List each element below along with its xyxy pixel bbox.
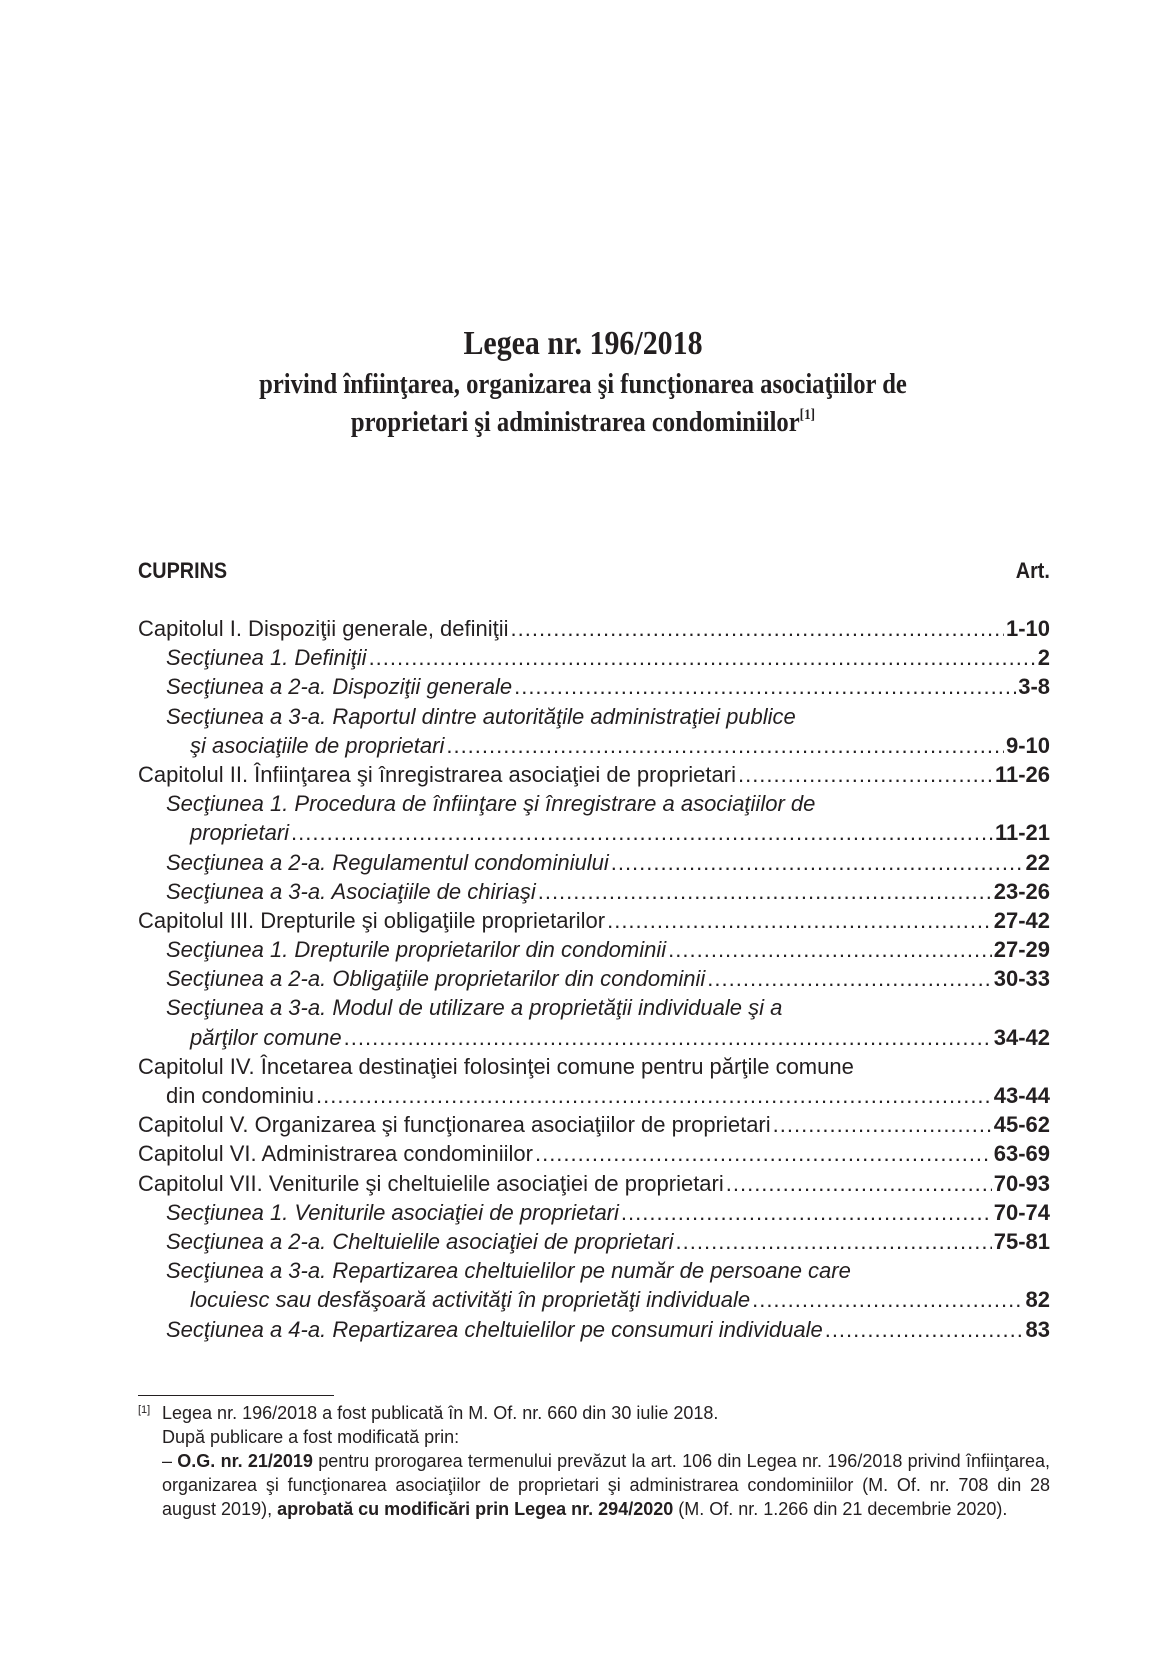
toc-entry-articles: 2 — [1037, 645, 1050, 671]
toc-entry-section[interactable] — [138, 1315, 1050, 1344]
toc-entry-section[interactable] — [138, 993, 1050, 1022]
leader-dots — [773, 1110, 992, 1139]
law-subtitle-line-2 — [70, 404, 1096, 442]
toc-entry-articles: 23-26 — [993, 878, 1050, 904]
leader-dots — [752, 1285, 1023, 1314]
toc-entry-continuation[interactable] — [138, 731, 1050, 760]
footnote-line-1 — [138, 1401, 1050, 1425]
leader-dots — [621, 1198, 992, 1227]
toc-entry-articles: 83 — [1025, 1316, 1050, 1342]
toc-entry-text: Secţiunea a 4-a. Repartizarea cheltuielilor pe consumuri individuale — [166, 1316, 823, 1342]
toc-entry-section[interactable] — [138, 877, 1050, 906]
toc-entry-text: Capitolul I. Dispoziţii generale, definiţii — [138, 616, 509, 641]
law-title-block — [0, 322, 1166, 442]
footnote-reference[interactable]: [1] — [799, 407, 816, 423]
leader-dots — [607, 906, 992, 935]
toc-entry-continuation[interactable] — [138, 1285, 1050, 1314]
toc-entry-text: Secţiunea a 2-a. Obligaţiile proprietarilor din condominii — [166, 966, 706, 992]
toc-entry-section[interactable] — [138, 1256, 1050, 1285]
toc-entry-text: Secţiunea 1. Veniturile asociaţiei de proprietari — [166, 1199, 619, 1225]
toc-entry-section[interactable] — [138, 702, 1050, 731]
leader-dots — [291, 818, 993, 847]
toc-heading: CUPRINS — [138, 558, 228, 583]
toc-entry-articles: 30-33 — [993, 966, 1050, 992]
toc-entry-continuation-text: locuiesc sau desfăşoară activităţi în proprietăţi individuale — [190, 1287, 751, 1313]
toc-entry-articles: 27-42 — [993, 907, 1050, 933]
toc-entry-text: Capitolul IV. Încetarea destinaţiei folosinţei comune pentru părţile comune — [138, 1053, 854, 1079]
toc-entry-articles: 70-93 — [993, 1170, 1050, 1196]
toc-entry-continuation-text: părţilor comune — [190, 1024, 342, 1050]
toc-entry-articles: 22 — [1025, 849, 1050, 875]
footnote-publication-text: Legea nr. 196/2018 a fost publicată în M. Of. nr. 660 din 30 iulie 2018. — [162, 1403, 719, 1423]
toc-entry-section[interactable] — [138, 848, 1050, 877]
leader-dots — [668, 935, 992, 964]
toc-entry-articles: 82 — [1025, 1287, 1050, 1313]
toc-entry-articles: 1-10 — [1005, 616, 1050, 641]
toc-entry-articles: 45-62 — [993, 1112, 1050, 1138]
toc-entry-text: Capitolul V. Organizarea şi funcţionarea asociaţiilor de proprietari — [138, 1112, 771, 1138]
toc-entry-chapter[interactable] — [138, 1052, 1050, 1081]
leader-dots — [344, 1023, 992, 1052]
toc-entry-section[interactable] — [138, 964, 1050, 993]
footnote-divider — [138, 1395, 334, 1396]
amendment-dash: – — [162, 1451, 178, 1471]
toc-entry-continuation-text: proprietari — [190, 820, 290, 846]
toc-entry-articles: 27-29 — [993, 937, 1050, 963]
toc-entry-chapter[interactable] — [138, 614, 1050, 643]
toc-column-label: Art. — [1015, 558, 1050, 583]
toc-header — [138, 556, 1050, 586]
amendment-og-reference: O.G. nr. 21/2019 — [177, 1451, 313, 1471]
toc-entry-chapter[interactable] — [138, 906, 1050, 935]
leader-dots — [611, 848, 1024, 877]
leader-dots — [446, 731, 1004, 760]
leader-dots — [707, 964, 991, 993]
toc-entry-text: Secţiunea a 3-a. Modul de utilizare a proprietăţii individuale şi a — [166, 995, 783, 1021]
toc-entry-text: Secţiunea a 2-a. Dispoziţii generale — [166, 674, 513, 700]
toc-entry-articles: 75-81 — [993, 1228, 1050, 1254]
toc-entry-text: Secţiunea a 2-a. Regulamentul condominiului — [166, 849, 609, 875]
footnote-amendment — [138, 1449, 1050, 1521]
toc-entry-text: Secţiunea 1. Definiţii — [166, 645, 367, 671]
toc-entry-chapter[interactable] — [138, 1139, 1050, 1168]
toc-entry-chapter[interactable] — [138, 1110, 1050, 1139]
toc-entry-continuation[interactable] — [138, 818, 1050, 847]
toc-entry-articles: 11-26 — [994, 761, 1050, 787]
toc-entry-text: Secţiunea 1. Drepturile proprietarilor din condominii — [166, 937, 667, 963]
amendment-approval-publication: (M. Of. nr. 1.266 din 21 decembrie 2020). — [673, 1499, 1008, 1519]
amendment-description: pentru prorogarea termenului prevăzut la art. 106 din Legea nr. 196/2018 privind înfiinţarea, organizarea şi funcţionarea asociaţiilor de proprietari şi administrarea condominiilor (M. Of. nr. 708 din 28 august 2019), — [162, 1451, 1050, 1519]
toc-entry-continuation[interactable] — [138, 1023, 1050, 1052]
toc-entry-section[interactable] — [138, 1198, 1050, 1227]
toc-entry-text: Secţiunea a 2-a. Cheltuielile asociaţiei de proprietari — [166, 1228, 674, 1254]
toc-entry-articles: 34-42 — [993, 1024, 1050, 1050]
law-subtitle-line-1: privind înfiinţarea, organizarea şi funcţionarea asociaţiilor de — [259, 369, 907, 400]
footnote — [138, 1401, 1050, 1521]
toc-entry-articles: 70-74 — [993, 1199, 1050, 1225]
toc-entry-articles: 9-10 — [1005, 732, 1050, 758]
leader-dots — [511, 614, 1004, 643]
leader-dots — [738, 760, 993, 789]
toc-entry-text: Capitolul VII. Veniturile şi cheltuielile asociaţiei de proprietari — [138, 1170, 724, 1196]
toc-entry-text: Secţiunea a 3-a. Raportul dintre autorităţile administraţiei publice — [166, 703, 796, 729]
toc-entry-articles: 3-8 — [1018, 674, 1050, 700]
footnote-line-2 — [138, 1425, 1050, 1449]
toc-entry-section[interactable] — [138, 1227, 1050, 1256]
toc-entry-text: Secţiunea a 3-a. Repartizarea cheltuielilor pe număr de persoane care — [166, 1258, 851, 1284]
footnote-amended-intro: După publicare a fost modificată prin: — [162, 1427, 460, 1447]
toc-entry-continuation-text: şi asociaţiile de proprietari — [190, 732, 445, 758]
amendment-approval-reference: aprobată cu modificări prin Legea nr. 294/2020 — [277, 1499, 674, 1519]
leader-dots — [535, 1139, 992, 1168]
law-title: Legea nr. 196/2018 — [463, 325, 703, 362]
table-of-contents — [138, 556, 1050, 1344]
toc-entry-text: Secţiunea 1. Procedura de înfiinţare şi înregistrare a asociaţiilor de — [166, 791, 816, 817]
toc-entry-articles: 11-21 — [994, 820, 1050, 846]
toc-entry-text: Capitolul VI. Administrarea condominiilor — [138, 1141, 533, 1167]
toc-entry-continuation-text: din condominiu — [166, 1083, 314, 1108]
toc-entry-text: Secţiunea a 3-a. Asociaţiile de chiriaşi — [166, 878, 536, 904]
leader-dots — [316, 1081, 992, 1110]
leader-dots — [825, 1315, 1024, 1344]
toc-entry-section[interactable] — [138, 935, 1050, 964]
toc-entry-chapter[interactable] — [138, 1169, 1050, 1198]
toc-entry-section[interactable] — [138, 789, 1050, 818]
toc-entry-articles: 63-69 — [993, 1141, 1050, 1167]
leader-dots — [369, 643, 1036, 672]
leader-dots — [676, 1227, 992, 1256]
toc-entry-articles: 43-44 — [993, 1083, 1050, 1108]
leader-dots — [514, 672, 1016, 701]
toc-entry-section[interactable] — [138, 672, 1050, 701]
law-subtitle-text: proprietari şi administrarea condominiilor — [350, 407, 800, 438]
toc-entry-text: Capitolul II. Înfiinţarea şi înregistrarea asociaţiei de proprietari — [138, 761, 736, 787]
toc-entry-chapter[interactable] — [138, 760, 1050, 789]
toc-entry-section[interactable] — [138, 643, 1050, 672]
leader-dots — [726, 1169, 992, 1198]
toc-entry-continuation[interactable] — [138, 1081, 1050, 1110]
toc-entry-text: Capitolul III. Drepturile şi obligaţiile proprietarilor — [138, 907, 606, 933]
footnote-marker: [1] — [138, 1404, 151, 1416]
leader-dots — [538, 877, 992, 906]
